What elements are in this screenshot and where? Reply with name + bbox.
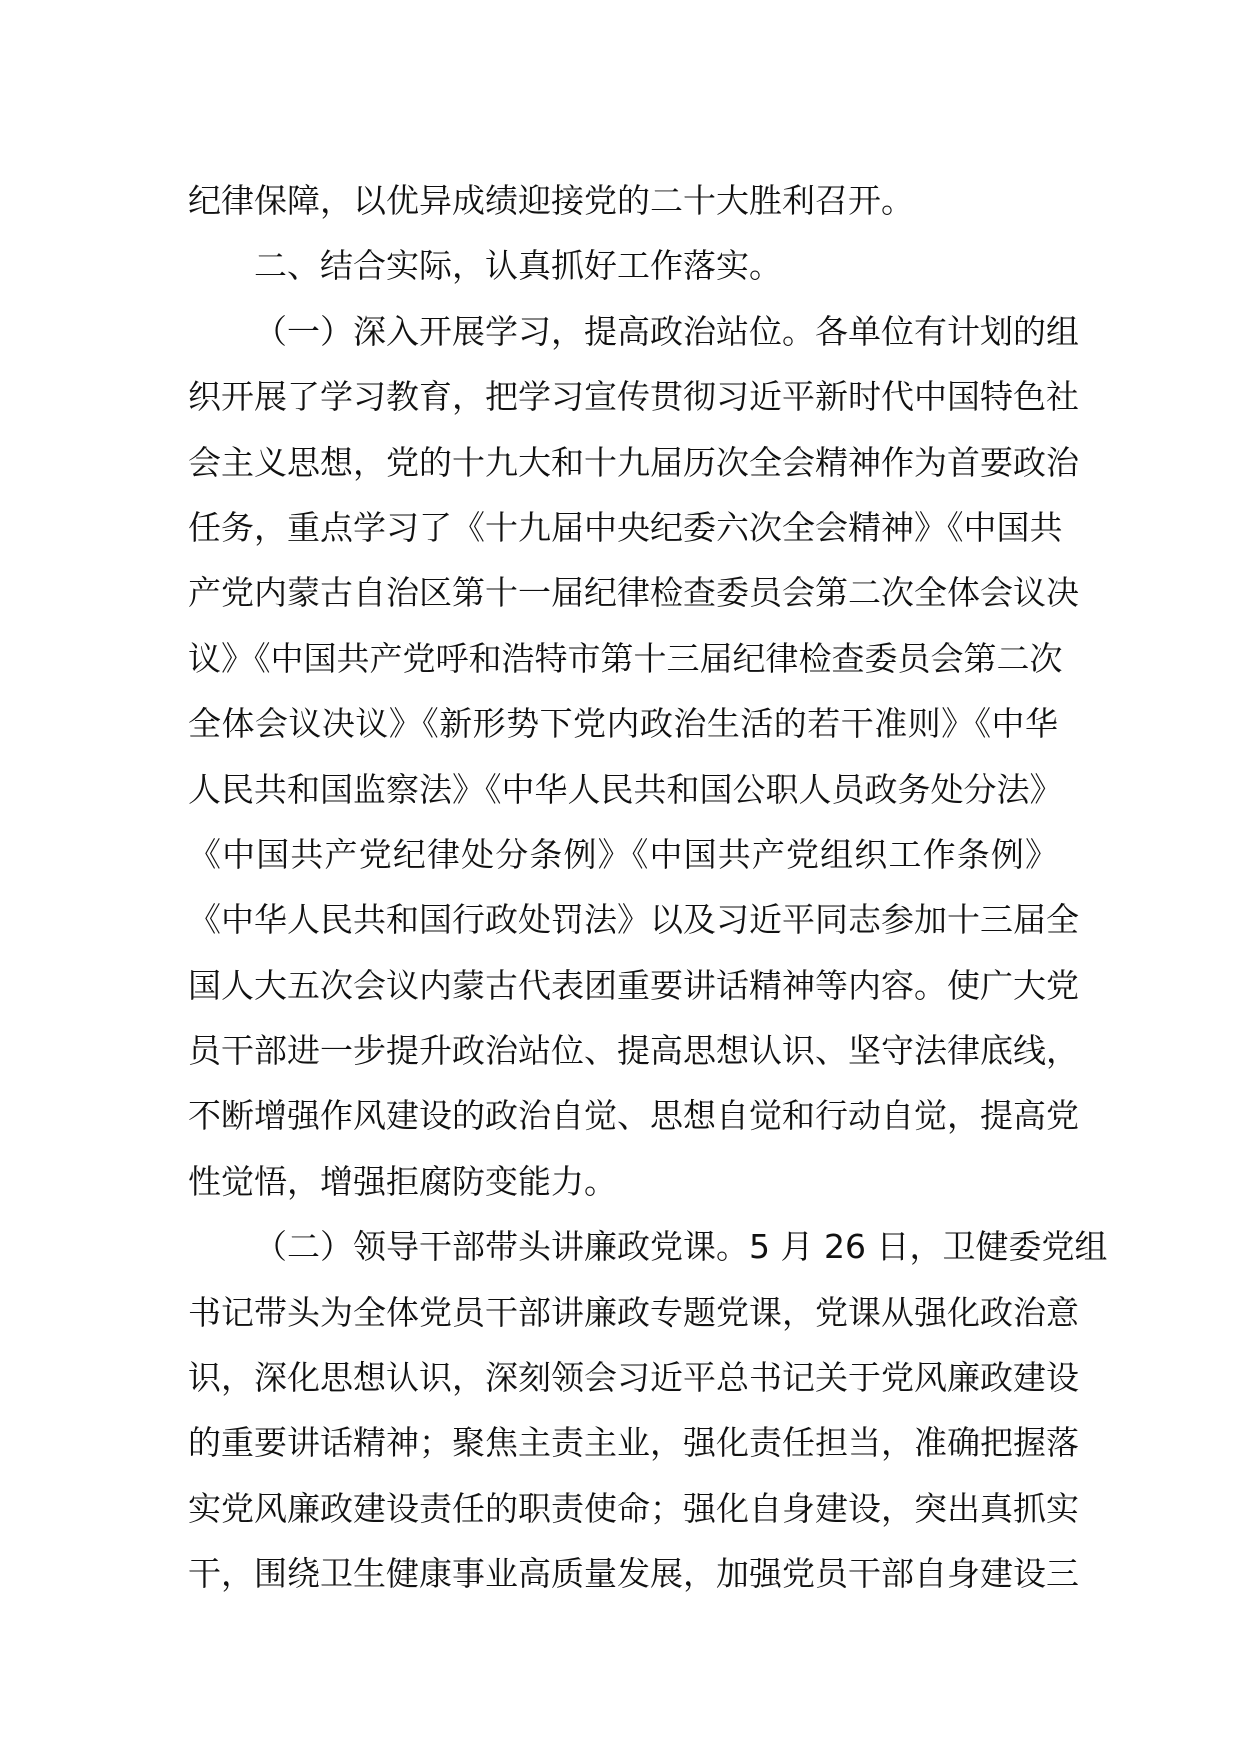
item-1-line: 《中华人民共和国行政处罚法》以及习近平同志参加十三届全 xyxy=(188,900,1079,940)
item-2-line: （二）领导干部带头讲廉政党课。5 月 26 日，卫健委党组 xyxy=(254,1227,1108,1267)
item-2-line: 实党风廉政建设责任的职责使命；强化自身建设，突出真抓实 xyxy=(188,1488,1079,1528)
item-1-line: 国人大五次会议内蒙古代表团重要讲话精神等内容。使广大党 xyxy=(188,965,1079,1005)
item-1-line: 《中国共产党纪律处分条例》《中国共产党组织工作条例》 xyxy=(188,834,1058,874)
paragraph-continuation-line: 纪律保障，以优异成绩迎接党的二十大胜利召开。 xyxy=(188,181,914,220)
item-2-line: 识，深化思想认识，深刻领会习近平总书记关于党风廉政建设 xyxy=(188,1358,1079,1398)
item-1-line: 会主义思想，党的十九大和十九届历次全会精神作为首要政治 xyxy=(188,442,1079,482)
item-2-line: 的重要讲话精神；聚焦主责主业，强化责任担当，准确把握落 xyxy=(188,1423,1079,1463)
item-1-line: （一）深入开展学习，提高政治站位。各单位有计划的组 xyxy=(254,311,1079,351)
item-1-line: 产党内蒙古自治区第十一届纪律检查委员会第二次全体会议决 xyxy=(188,573,1079,613)
item-2-line: 书记带头为全体党员干部讲廉政专题党课，党课从强化政治意 xyxy=(188,1292,1079,1332)
item-1-line: 议》《中国共产党呼和浩特市第十三届纪律检查委员会第二次 xyxy=(188,638,1063,678)
item-1-line: 人民共和国监察法》《中华人民共和国公职人员政务处分法》 xyxy=(188,769,1063,809)
item-1-line: 不断增强作风建设的政治自觉、思想自觉和行动自觉，提高党 xyxy=(188,1096,1079,1136)
item-1-line: 员干部进一步提升政治站位、提高思想认识、坚守法律底线， xyxy=(188,1031,1079,1071)
item-1-line: 任务，重点学习了《十九届中央纪委六次全会精神》《中国共 xyxy=(188,507,1063,547)
document-body xyxy=(188,168,1108,1607)
item-1-line: 全体会议决议》《新形势下党内政治生活的若干准则》《中华 xyxy=(188,704,1058,744)
item-2-line: 干，围绕卫生健康事业高质量发展，加强党员干部自身建设三 xyxy=(188,1554,1079,1594)
section-heading: 二、结合实际，认真抓好工作落实。 xyxy=(254,246,782,286)
item-1-line: 织开展了学习教育，把学习宣传贯彻习近平新时代中国特色社 xyxy=(188,377,1079,417)
item-1-line: 性觉悟，增强拒腐防变能力。 xyxy=(188,1161,617,1201)
